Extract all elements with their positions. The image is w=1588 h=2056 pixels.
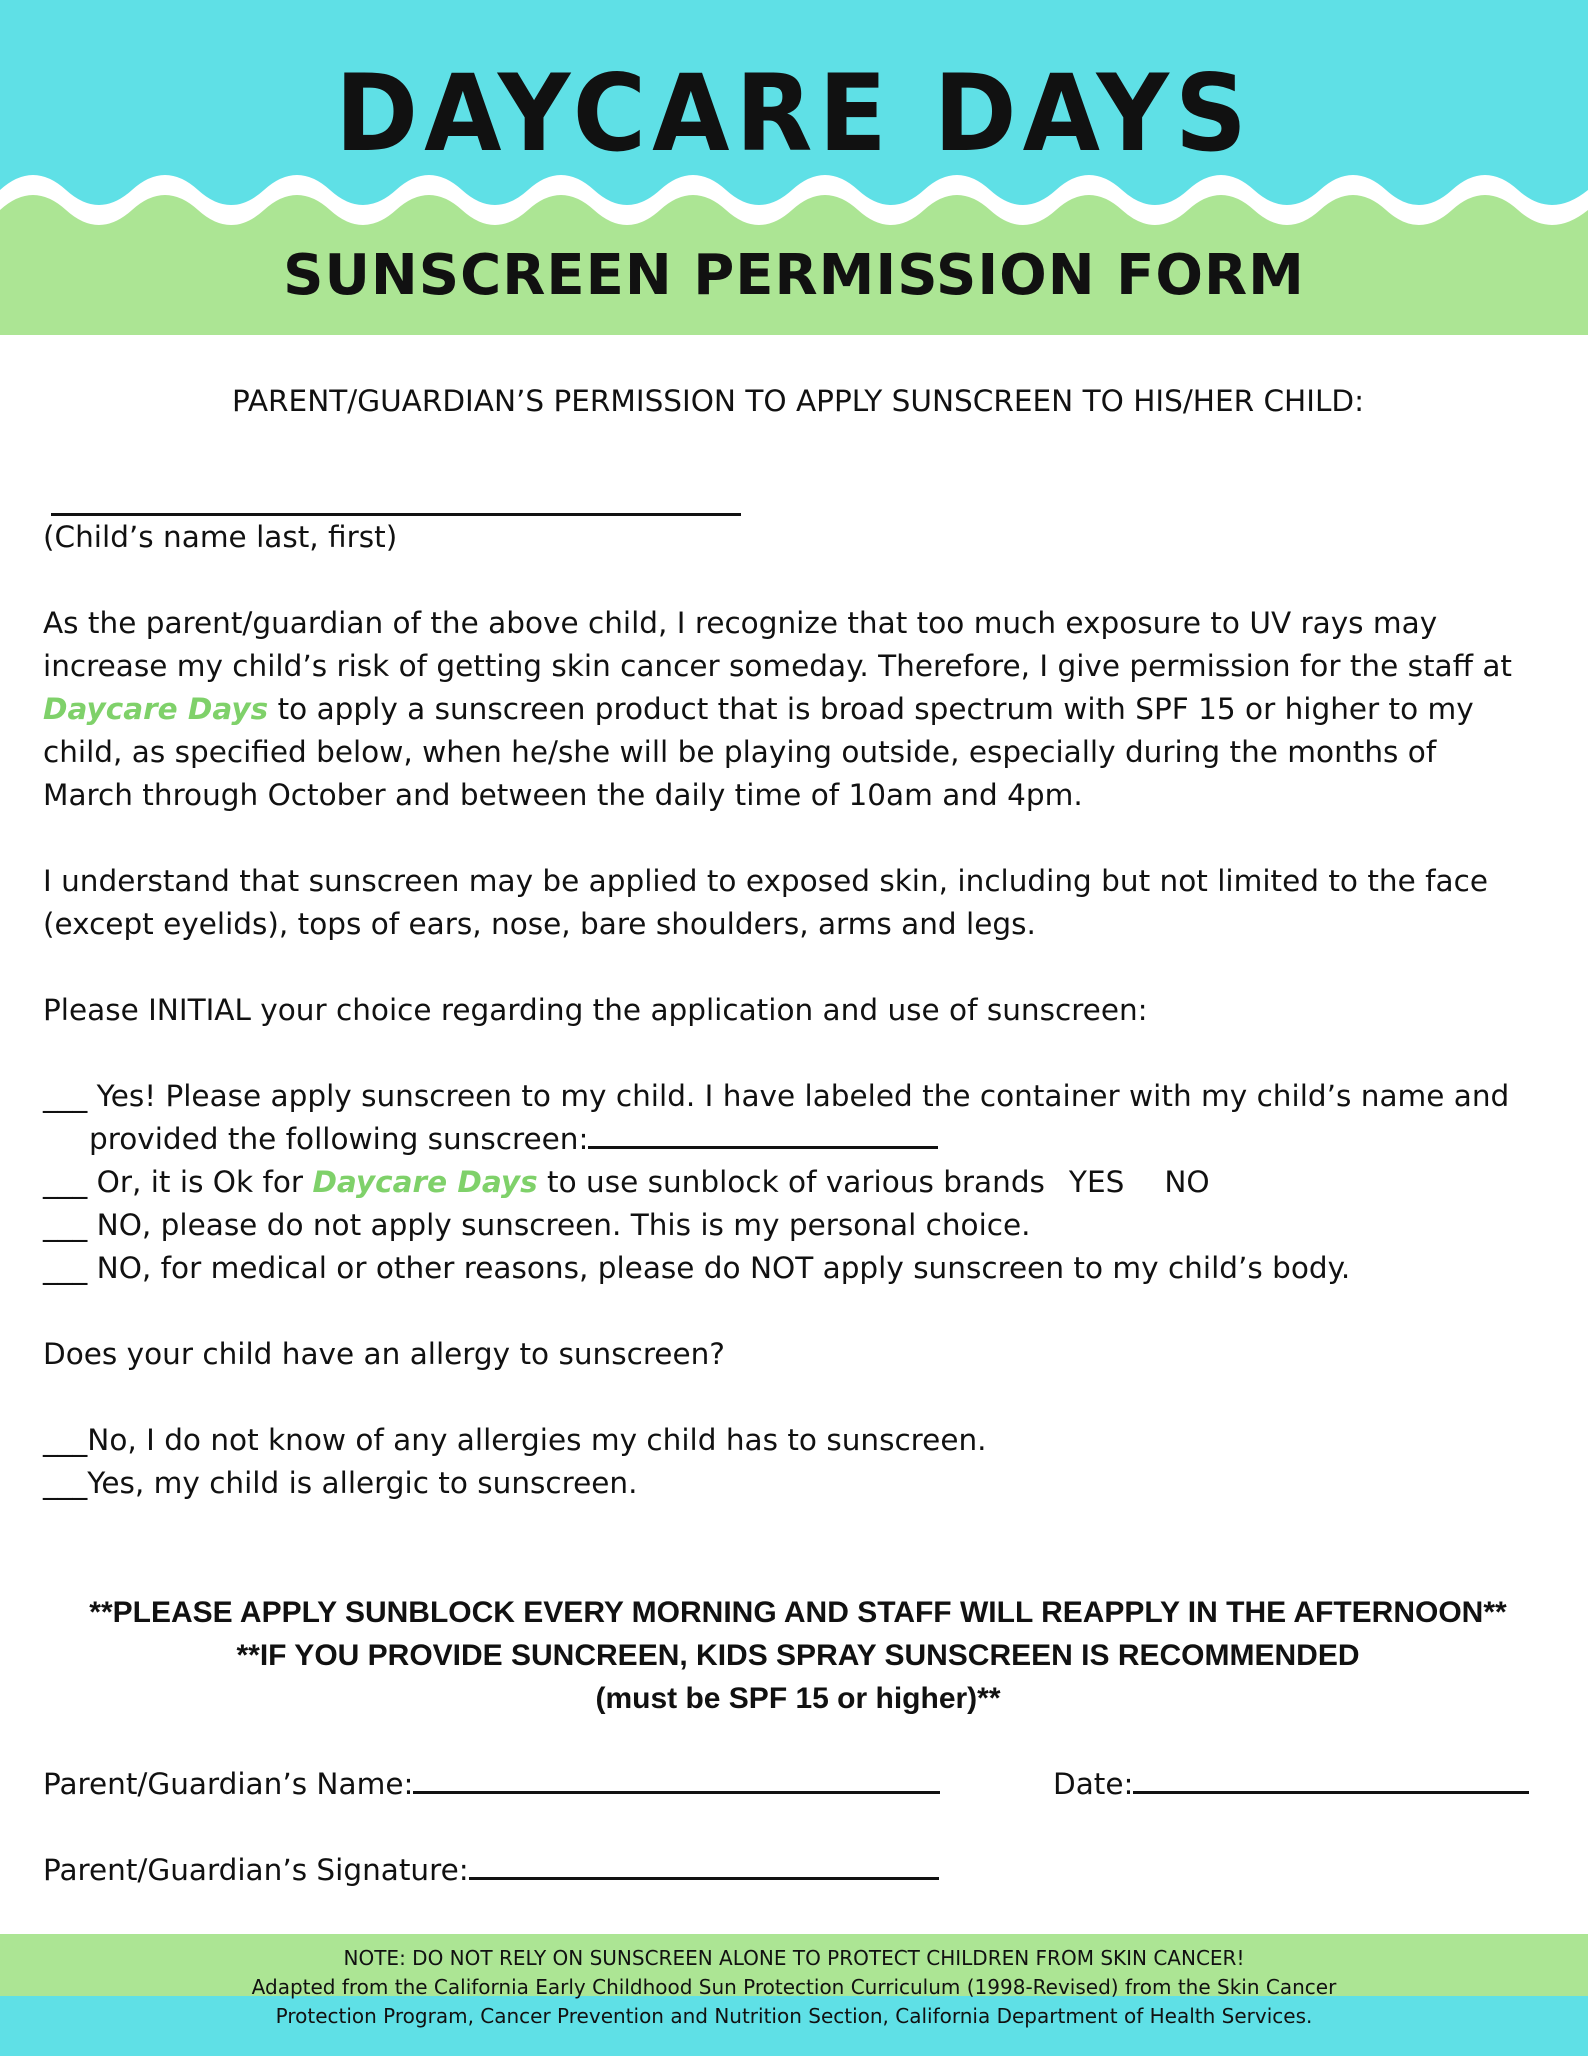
allergy-option-yes[interactable]: ___Yes, my child is allergic to sunscreen. [43,1466,638,1500]
option-various-pre: Or, it is Ok for [87,1165,313,1199]
notice-block [43,1591,1553,1720]
option-yes-apply-line2 [43,1118,1553,1161]
guardian-name-label: Parent/Guardian’s Name: [43,1767,414,1801]
notice-line3: (must be SPF 15 or higher)** [595,1682,1001,1715]
initial-blank[interactable]: ___ [43,1079,88,1113]
child-name-caption: (Child’s name last, first) [43,520,398,554]
guardian-signature-field[interactable] [469,1876,939,1880]
footer-line2: Adapted from the California Early Childhood Sun Protection Curriculum (1998-Revised) from the Skin Cancer [251,1975,1337,1999]
form-body [43,380,1553,1892]
paragraph1-line4: child, as specified below, when he/she will be playing outside, especially during the months of [43,735,1437,769]
provided-sunscreen-field[interactable] [588,1145,938,1149]
brand-title: DAYCARE DAYS [335,51,1253,176]
child-name-field[interactable] [51,483,741,516]
paragraph2-line2: (except eyelids), tops of ears, nose, bare shoulders, arms and legs. [43,907,1036,941]
option-various-post: to use sunblock of various brands [537,1165,1045,1199]
option-no-medical [43,1247,1553,1290]
option-yes-apply-text: Yes! Please apply sunscreen to my child. I have labeled the container with my child’s name and [87,1079,1510,1113]
option-no-medical-text: NO, for medical or other reasons, please do NOT apply sunscreen to my child’s body. [87,1251,1351,1285]
notice-line2: **IF YOU PROVIDE SUNCREEN, KIDS SPRAY SUNSCREEN IS RECOMMENDED [236,1639,1360,1672]
allergy-option-no[interactable]: ___No, I do not know of any allergies my child has to sunscreen. [43,1423,987,1457]
yes-choice[interactable]: YES [1068,1165,1125,1199]
initial-prompt: Please INITIAL your choice regarding the application and use of sunscreen: [43,993,1148,1027]
allergy-question: Does your child have an allergy to sunscreen? [43,1337,725,1371]
signature-row [43,1849,1553,1892]
option-no-personal-text: NO, please do not apply sunscreen. This is my personal choice. [87,1208,1031,1242]
initial-blank[interactable]: ___ [43,1251,88,1285]
brand-inline: Daycare Days [43,692,269,726]
initial-blank[interactable]: ___ [43,1165,88,1199]
paragraph1-line5: March through October and between the daily time of 10am and 4pm. [43,778,1083,812]
paragraph1-line3 [43,688,1553,731]
paragraph2-line1: I understand that sunscreen may be applied to exposed skin, including but not limited to the face [43,864,1488,898]
paragraph1-line2: increase my child’s risk of getting skin cancer someday. Therefore, I give permission for the staff at [43,649,1512,683]
paragraph1-line3-rest: to apply a sunscreen product that is broad spectrum with SPF 15 or higher to my [268,692,1474,726]
name-date-row [43,1763,1553,1806]
date-group [1053,1763,1529,1806]
option-various-brands [43,1161,1553,1204]
no-choice[interactable]: NO [1164,1165,1210,1199]
form-title: SUNSCREEN PERMISSION FORM [283,243,1305,308]
footer-line1: NOTE: DO NOT RELY ON SUNSCREEN ALONE TO PROTECT CHILDREN FROM SKIN CANCER! [343,1946,1245,1970]
date-label: Date: [1053,1767,1134,1801]
option-yes-apply [43,1075,1553,1118]
permission-heading: PARENT/GUARDIAN’S PERMISSION TO APPLY SUNSCREEN TO HIS/HER CHILD: [231,384,1365,418]
provided-sunscreen-label: provided the following sunscreen: [89,1122,589,1156]
footer-line3: Protection Program, Cancer Prevention and Nutrition Section, California Department of Health Services. [275,2004,1313,2028]
footer-note [0,1944,1588,2031]
guardian-name-field[interactable] [413,1790,940,1794]
date-field[interactable] [1133,1790,1529,1794]
notice-line1: **PLEASE APPLY SUNBLOCK EVERY MORNING AND STAFF WILL REAPPLY IN THE AFTERNOON** [89,1596,1507,1629]
paragraph1-line1: As the parent/guardian of the above child, I recognize that too much exposure to UV rays may [43,606,1438,640]
guardian-signature-label: Parent/Guardian’s Signature: [43,1853,469,1887]
initial-blank[interactable]: ___ [43,1208,88,1242]
brand-inline: Daycare Days [312,1165,538,1199]
option-no-personal [43,1204,1553,1247]
